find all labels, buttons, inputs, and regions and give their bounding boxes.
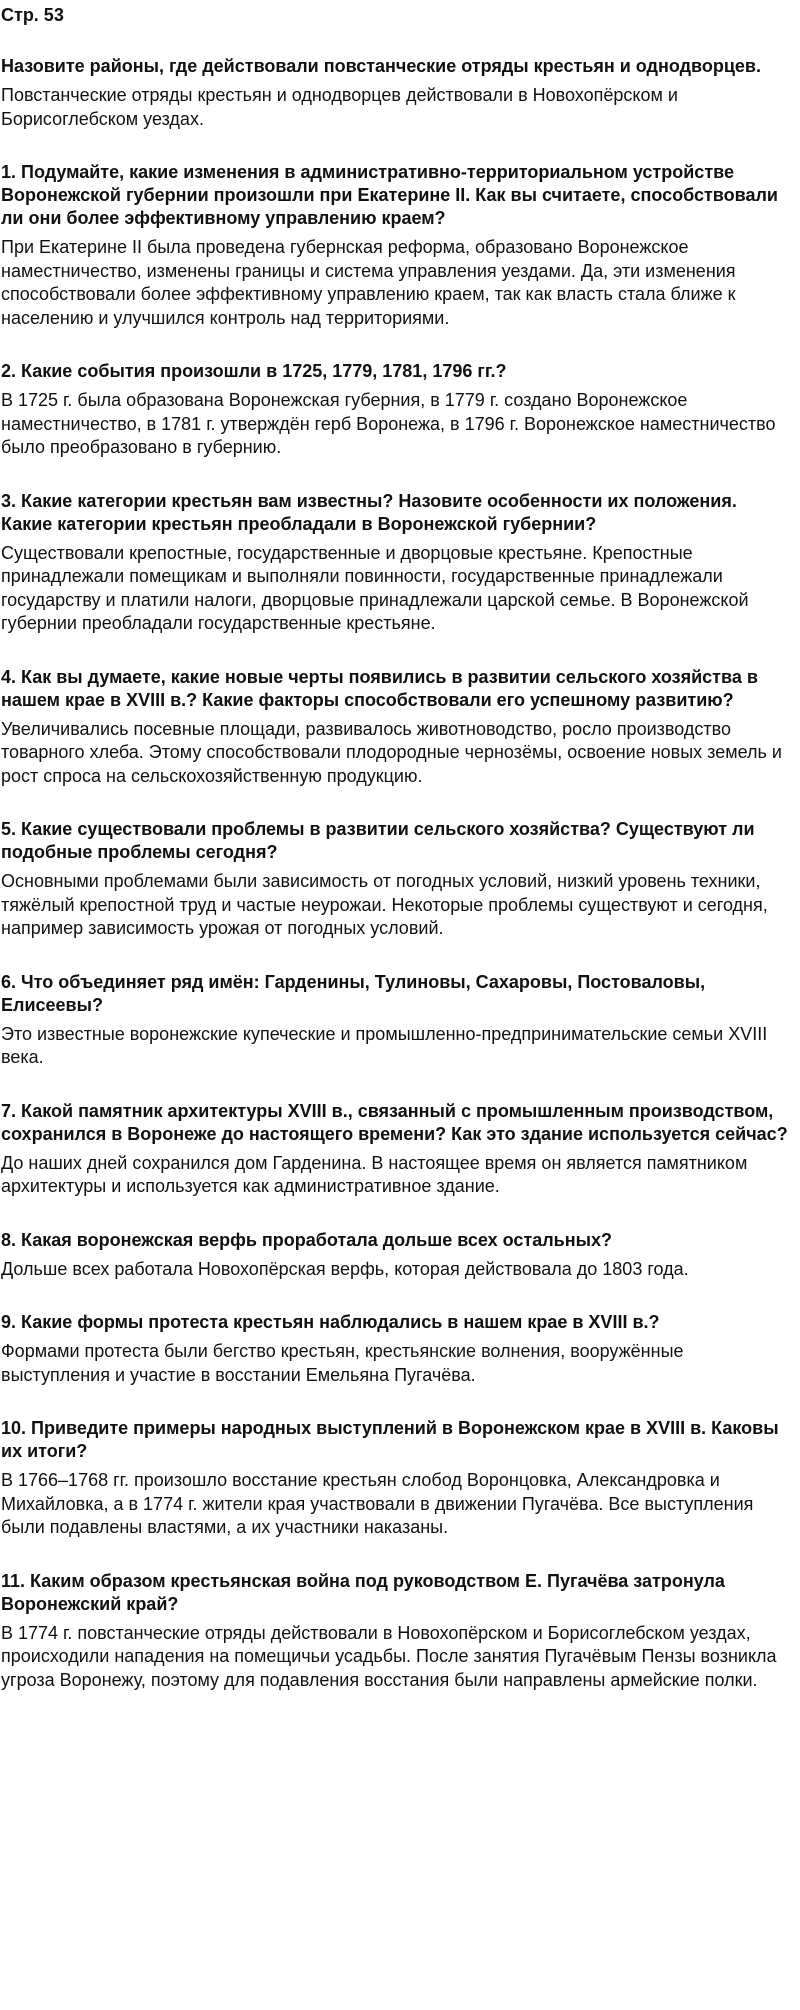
qa-block xyxy=(1,666,790,789)
qa-block xyxy=(1,490,790,636)
question-text: 7. Какой памятник архитектуры XVIII в., связанный с промышленным производством, сохранился в Воронеже до настоящего времени? Как это здание используется сейчас? xyxy=(1,1100,788,1144)
question-text: 6. Что объединяет ряд имён: Гарденины, Тулиновы, Сахаровы, Постоваловы, Елисеевы? xyxy=(1,971,706,1015)
answer-text: В 1766–1768 гг. произошло восстание крестьян слобод Воронцовка, Александровка и Михайловка, а в 1774 г. жители края участвовали в движении Пугачёва. Все выступления были подавлены властями, а их участники наказаны. xyxy=(1,1470,754,1537)
answer-text: Это известные воронежские купеческие и промышленно-предпринимательские семьи XVIII века. xyxy=(1,1023,768,1067)
question-text: 3. Какие категории крестьян вам известны? Назовите особенности их положения. Какие категории крестьян преобладали в Воронежской губернии? xyxy=(1,490,737,534)
answer-text: Дольше всех работала Новохопёрская верфь, которая действовала до 1803 года. xyxy=(1,1258,689,1279)
question-text: 9. Какие формы протеста крестьян наблюдались в нашем крае в XVIII в.? xyxy=(1,1312,660,1332)
question-text: 4. Как вы думаете, какие новые черты появились в развитии сельского хозяйства в нашем крае в XVIII в.? Какие факторы способствовали его успешному развитию? xyxy=(1,666,758,710)
qa-block xyxy=(1,971,790,1070)
question-text: 8. Какая воронежская верфь проработала дольше всех остальных? xyxy=(1,1229,612,1250)
page-title: Стр. 53 xyxy=(1,5,64,25)
qa-block xyxy=(1,1570,790,1693)
document-page xyxy=(0,3,800,1692)
question-text: 10. Приведите примеры народных выступлений в Воронежском крае в XVIII в. Каковы их итоги? xyxy=(1,1418,779,1461)
question-text: Назовите районы, где действовали повстанческие отряды крестьян и однодворцев. xyxy=(1,56,761,76)
answer-text: Основными проблемами были зависимость от погодных условий, низкий уровень техники, тяжёлый крепостной труд и частые неурожаи. Некоторые проблемы существуют и сегодня, например зависимость урожая от погодных условий. xyxy=(1,871,768,938)
qa-block xyxy=(1,1100,790,1199)
qa-block xyxy=(1,1417,790,1540)
answer-text: При Екатерине II была проведена губернская реформа, образовано Воронежское наместничество, изменены границы и система управления уездами. Да, эти изменения способствовали более эффективному управлению краем, так как власть стала ближе к населению и улучшился контроль над территориями. xyxy=(1,237,736,328)
qa-block xyxy=(1,360,790,460)
qa-block xyxy=(1,818,790,941)
answer-text: Формами протеста были бегство крестьян, крестьянские волнения, вооружённые выступления и участие в восстании Емельяна Пугачёва. xyxy=(1,1341,684,1385)
answer-text: Повстанческие отряды крестьян и однодворцев действовали в Новохопёрском и Борисоглебском уездах. xyxy=(1,85,678,129)
answer-text: В 1774 г. повстанческие отряды действовали в Новохопёрском и Борисоглебском уездах, происходили нападения на помещичьи усадьбы. После занятия Пугачёвым Пензы возникла угроза Воронежу, поэтому для подавления восстания были направлены армейские полки. xyxy=(1,1622,777,1690)
answer-text: В 1725 г. была образована Воронежская губерния, в 1779 г. создано Воронежское наместничество, в 1781 г. утверждён герб Воронежа, в 1796 г. Воронежское наместничество было преобразовано в губернию. xyxy=(1,390,776,457)
qa-block xyxy=(1,1229,790,1282)
answer-text: До наших дней сохранился дом Гарденина. В настоящее время он является памятником архитектуры и используется как административное здание. xyxy=(1,1152,748,1196)
question-text: 5. Какие существовали проблемы в развитии сельского хозяйства? Существуют ли подобные проблемы сегодня? xyxy=(1,819,755,862)
qa-block xyxy=(1,1311,790,1387)
qa-block xyxy=(1,161,790,330)
answer-text: Существовали крепостные, государственные и дворцовые крестьяне. Крепостные принадлежали помещикам и выполняли повинности, государственные принадлежали государству и платили налоги, дворцовые принадлежали царской семье. В Воронежской губернии преобладали государственные крестьяне. xyxy=(1,542,749,633)
qa-block xyxy=(1,55,790,131)
answer-text: Увеличивались посевные площади, развивалось животноводство, росло производство товарного хлеба. Этому способствовали плодородные чернозёмы, освоение новых земель и рост спроса на сельскохозяйственную продукцию. xyxy=(1,718,782,786)
question-text: 2. Какие события произошли в 1725, 1779, 1781, 1796 гг.? xyxy=(1,361,507,381)
question-text: 11. Каким образом крестьянская война под руководством Е. Пугачёва затронула Воронежский край? xyxy=(1,1570,725,1614)
question-text: 1. Подумайте, какие изменения в административно-территориальном устройстве Воронежской губернии произошли при Екатерине II. Как вы считаете, способствовали ли они более эффективному управлению краем? xyxy=(1,162,778,228)
